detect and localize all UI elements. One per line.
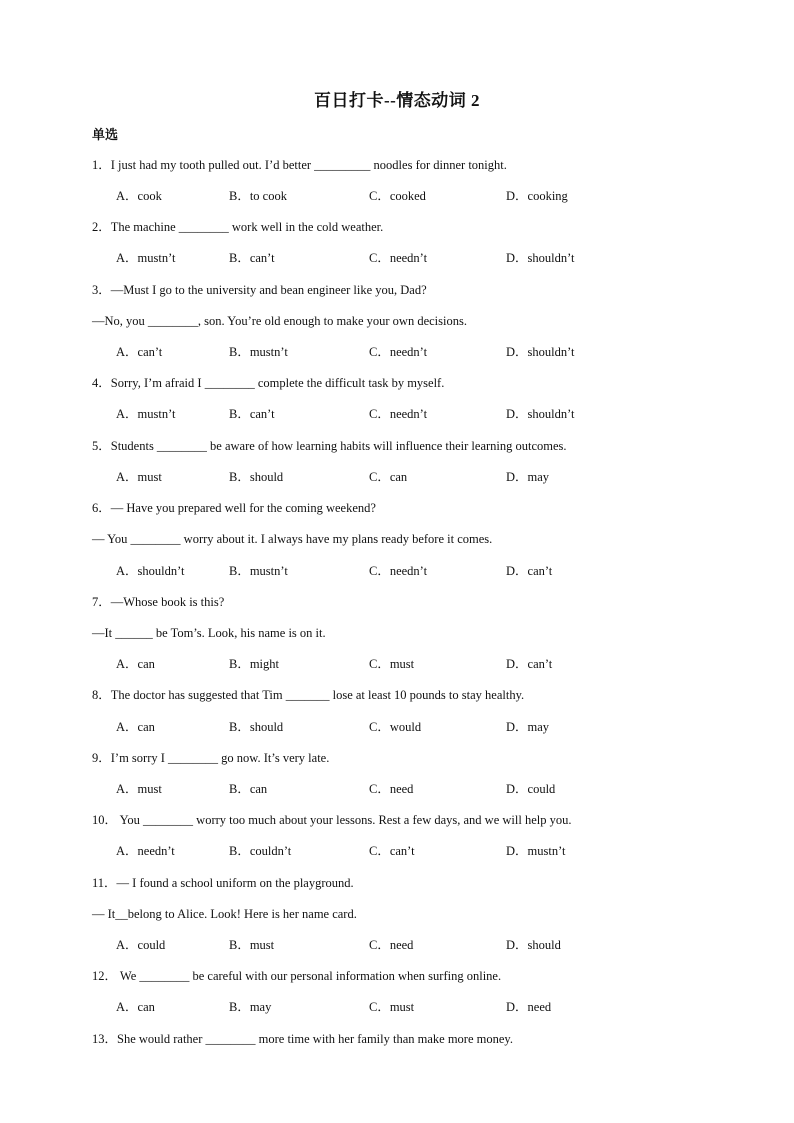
option-b[interactable]: B．should [229, 720, 284, 734]
option-d[interactable]: D．may [506, 720, 550, 734]
option-c[interactable]: C．must [369, 1000, 415, 1014]
option-a[interactable]: A．must [116, 782, 162, 796]
option-b[interactable]: B．can’t [229, 251, 275, 265]
option-d[interactable]: D．shouldn’t [506, 251, 575, 265]
question-stem: 7．—Whose book is this? [92, 595, 225, 609]
option-d[interactable]: D．may [506, 470, 550, 484]
option-b[interactable]: B．mustn’t [229, 564, 288, 578]
option-b[interactable]: B．can [229, 782, 268, 796]
option-c[interactable]: C．needn’t [369, 407, 428, 421]
option-c[interactable]: C．need [369, 938, 414, 952]
option-a[interactable]: A．could [116, 938, 166, 952]
question-stem: 4．Sorry, I’m afraid I ________ complete the difficult task by myself. [92, 376, 445, 390]
page-title: 百日打卡--情态动词 2 [313, 91, 481, 110]
question-stem: 8．The doctor has suggested that Tim _______ lose at least 10 pounds to stay healthy. [92, 688, 525, 702]
option-d[interactable]: D．can’t [506, 657, 553, 671]
question-stem: 9．I’m sorry I ________ go now. It’s very late. [92, 751, 330, 765]
option-c[interactable]: C．needn’t [369, 345, 428, 359]
option-b[interactable]: B．mustn’t [229, 345, 288, 359]
option-c[interactable]: C．needn’t [369, 251, 428, 265]
option-b[interactable]: B．must [229, 938, 275, 952]
option-a[interactable]: A．cook [116, 189, 162, 203]
question-stem-continued: — It__belong to Alice. Look! Here is her name card. [92, 907, 357, 921]
option-d[interactable]: D．need [506, 1000, 552, 1014]
option-d[interactable]: D．should [506, 938, 561, 952]
option-d[interactable]: D．could [506, 782, 556, 796]
option-a[interactable]: A．can’t [116, 345, 163, 359]
option-c[interactable]: C．must [369, 657, 415, 671]
option-c[interactable]: C．would [369, 720, 422, 734]
option-c[interactable]: C．can’t [369, 844, 415, 858]
option-a[interactable]: A．can [116, 657, 155, 671]
question-stem: 11．— I found a school uniform on the playground. [92, 876, 354, 890]
question-stem-continued: —No, you ________, son. You’re old enough to make your own decisions. [92, 314, 467, 328]
question-stem: 13．She would rather ________ more time with her family than make more money. [92, 1032, 513, 1046]
option-a[interactable]: A．mustn’t [116, 251, 176, 265]
question-stem: 5．Students ________ be aware of how learning habits will influence their learning outcomes. [92, 439, 567, 453]
option-b[interactable]: B．to cook [229, 189, 287, 203]
question-stem: 3．—Must I go to the university and bean engineer like you, Dad? [92, 283, 427, 297]
option-b[interactable]: B．may [229, 1000, 272, 1014]
question-stem: 1．I just had my tooth pulled out. I’d better _________ noodles for dinner tonight. [92, 158, 507, 172]
option-b[interactable]: B．might [229, 657, 280, 671]
option-d[interactable]: D．shouldn’t [506, 345, 575, 359]
option-c[interactable]: C．needn’t [369, 564, 428, 578]
section-heading: 单选 [92, 127, 119, 142]
question-stem-continued: —It ______ be Tom’s. Look, his name is on it. [92, 626, 326, 640]
option-a[interactable]: A．needn’t [116, 844, 175, 858]
question-stem: 10． You ________ worry too much about your lessons. Rest a few days, and we will help you. [92, 813, 572, 827]
question-stem: 2．The machine ________ work well in the cold weather. [92, 220, 384, 234]
option-d[interactable]: D．mustn’t [506, 844, 566, 858]
option-a[interactable]: A．must [116, 470, 162, 484]
option-d[interactable]: D．shouldn’t [506, 407, 575, 421]
option-c[interactable]: C．cooked [369, 189, 426, 203]
option-c[interactable]: C．need [369, 782, 414, 796]
option-b[interactable]: B．couldn’t [229, 844, 292, 858]
option-a[interactable]: A．mustn’t [116, 407, 176, 421]
option-b[interactable]: B．should [229, 470, 284, 484]
option-d[interactable]: D．can’t [506, 564, 553, 578]
question-stem: 6．— Have you prepared well for the coming weekend? [92, 501, 376, 515]
option-a[interactable]: A．can [116, 1000, 155, 1014]
option-c[interactable]: C．can [369, 470, 408, 484]
option-b[interactable]: B．can’t [229, 407, 275, 421]
question-stem: 12． We ________ be careful with our personal information when surfing online. [92, 969, 502, 983]
question-stem-continued: — You ________ worry about it. I always have my plans ready before it comes. [92, 532, 493, 546]
option-a[interactable]: A．can [116, 720, 155, 734]
option-a[interactable]: A．shouldn’t [116, 564, 185, 578]
option-d[interactable]: D．cooking [506, 189, 568, 203]
